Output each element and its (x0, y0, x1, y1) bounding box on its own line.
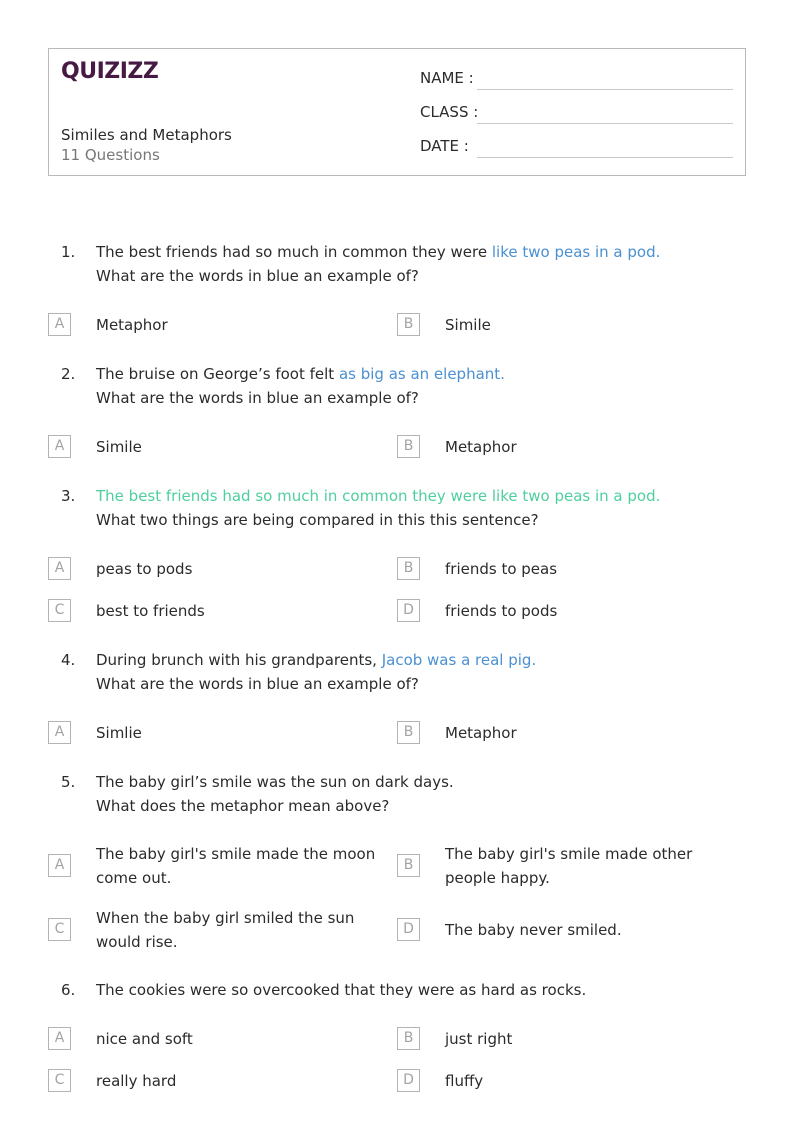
option-letter-box: B (397, 854, 420, 877)
question-sentence: The bruise on George’s foot felt (96, 365, 339, 383)
question-sentence: The best friends had so much in common they were (96, 243, 492, 261)
date-field[interactable] (477, 157, 733, 158)
option-letter-box: C (48, 599, 71, 622)
option-letter-box: C (48, 918, 71, 941)
question-prompt: What two things are being compared in this this sentence? (96, 511, 539, 529)
option-text: really hard (96, 1072, 177, 1090)
option-text: The baby girl's smile made the moon come out. (96, 845, 376, 887)
option-text: Simile (445, 316, 491, 334)
highlighted-phrase: Jacob was a real pig. (381, 651, 537, 669)
worksheet-title: Similes and Metaphors (61, 126, 232, 144)
question-prompt: What does the metaphor mean above? (96, 797, 390, 815)
question-sentence: The baby girl’s smile was the sun on dark days. (96, 773, 454, 791)
question-sentence: The cookies were so overcooked that they were as hard as rocks. (96, 981, 587, 999)
option-text: The baby never smiled. (445, 921, 622, 939)
question-text (96, 362, 756, 410)
option-letter-box: A (48, 313, 71, 336)
option-text: Metaphor (445, 724, 517, 742)
option-letter-box: B (397, 435, 420, 458)
option-letter-box: D (397, 918, 420, 941)
class-label: CLASS : (420, 103, 479, 121)
option-text: friends to pods (445, 602, 558, 620)
option-text: friends to peas (445, 560, 558, 578)
name-field[interactable] (477, 89, 733, 90)
option-letter-box: A (48, 854, 71, 877)
name-label: NAME : (420, 69, 474, 87)
option-text: When the baby girl smiled the sun would rise. (96, 909, 355, 951)
option-text: The baby girl's smile made other people happy. (445, 845, 693, 887)
question-number: 1. (61, 243, 76, 261)
option-text: fluffy (445, 1072, 484, 1090)
option-letter-box: A (48, 721, 71, 744)
option-letter-box: D (397, 599, 420, 622)
question-text (96, 770, 756, 818)
option-text: best to friends (96, 602, 205, 620)
option-letter-box: D (397, 1069, 420, 1092)
option-letter-box: A (48, 557, 71, 580)
question-text (96, 978, 756, 1002)
question-number: 5. (61, 773, 76, 791)
option-text: Metaphor (445, 438, 517, 456)
class-field[interactable] (477, 123, 733, 124)
option-text: peas to pods (96, 560, 193, 578)
question-text (96, 484, 756, 532)
question-prompt: What are the words in blue an example of? (96, 267, 419, 285)
option-letter-box: B (397, 1027, 420, 1050)
option-letter-box: A (48, 435, 71, 458)
question-number: 6. (61, 981, 76, 999)
option-letter-box: C (48, 1069, 71, 1092)
question-text (96, 240, 756, 288)
question-prompt: What are the words in blue an example of? (96, 389, 419, 407)
highlighted-sentence: The best friends had so much in common they were like two peas in a pod. (96, 487, 661, 505)
option-letter-box: B (397, 313, 420, 336)
option-text: Simile (96, 438, 142, 456)
quizizz-logo: QUIZIZZ (61, 59, 159, 84)
option-letter-box: A (48, 1027, 71, 1050)
date-label: DATE : (420, 137, 469, 155)
worksheet-header (48, 48, 746, 176)
question-prompt: What are the words in blue an example of? (96, 675, 419, 693)
question-number: 4. (61, 651, 76, 669)
question-number: 2. (61, 365, 76, 383)
question-number: 3. (61, 487, 76, 505)
question-sentence: During brunch with his grandparents, (96, 651, 382, 669)
question-text (96, 648, 756, 696)
option-text: just right (445, 1030, 513, 1048)
option-letter-box: B (397, 557, 420, 580)
highlighted-phrase: like two peas in a pod. (491, 243, 661, 261)
highlighted-phrase: as big as an elephant. (338, 365, 505, 383)
option-text: nice and soft (96, 1030, 193, 1048)
option-text: Metaphor (96, 316, 168, 334)
option-letter-box: B (397, 721, 420, 744)
option-text: Simlie (96, 724, 142, 742)
question-count: 11 Questions (61, 146, 160, 164)
